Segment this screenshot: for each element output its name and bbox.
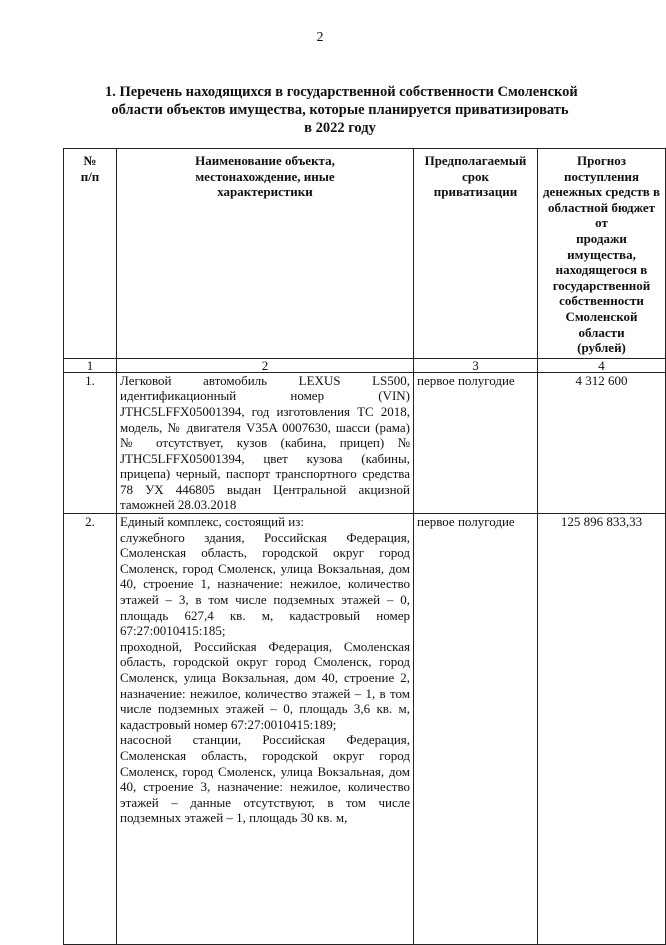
header-line: Наименование объекта, [195,153,335,168]
table-row [64,514,666,945]
header-line: Прогноз поступления [563,153,640,184]
privatization-term: первое полугодие [414,372,538,513]
header-line: Смоленской области [565,308,638,340]
header-num [64,149,117,359]
header-line: № [83,153,97,168]
column-number: 3 [414,358,538,372]
description-part: насосной станции, Российская Федерация, Смоленская область, городской округ город Смоленск, город Смоленск, улица Вокзальная, дом 40, строение 3, назначение: нежилое, количество этажей – данные отсутствуют, в том числе подземных этажей – 1, площадь 30 кв. м, [120,732,410,826]
title-line: в 2022 году [304,120,376,136]
header-term [414,149,538,359]
description-part: проходной, Российская Федерация, Смоленская область, городской округ город Смоленск, город Смоленск, улица Вокзальная, дом 40, строение 2, назначение: нежилое, количество этажей – 1, в том числе подземных этажей – 0, площадь 3,6 кв. м, кадастровый номер 67:27:0010415:189; [120,638,410,732]
table-header-row [64,149,666,359]
header-line: срок [462,168,489,184]
document-title [105,83,578,137]
page-number: 2 [316,30,324,45]
header-line: областной бюджет от [547,199,656,231]
property-table [63,148,666,945]
header-forecast [538,149,666,359]
header-line: собственности [559,293,644,309]
header-line: приватизации [433,184,518,200]
header-line: государственной [552,277,651,293]
header-line: продажи имущества, [567,230,636,262]
forecast-amount: 4 312 600 [538,372,666,513]
title-line: 1. Перечень находящихся в государственной собственности Смоленской [105,84,578,100]
column-number: 1 [64,358,117,372]
header-line: п/п [80,168,100,184]
header-line: (рублей) [577,340,626,356]
column-number: 2 [117,358,414,372]
table-row [64,372,666,513]
header-name [117,149,414,359]
privatization-term: первое полугодие [414,514,538,945]
description-part: служебного здания, Российская Федерация, Смоленская область, городской округ город Смоленск, город Смоленск, улица Вокзальная, дом 40, строение 1, назначение: нежилое, количество этажей – 3, в том числе подземных этажей – 0, площадь 627,4 кв. м, кадастровый номер 67:27:0010415:185; [120,529,410,639]
header-line: Предполагаемый [424,153,527,168]
title-line: области объектов имущества, которые планируется приватизировать [111,102,569,118]
forecast-amount: 125 896 833,33 [538,514,666,945]
row-number: 2. [64,514,117,945]
header-line: характеристики [217,184,313,200]
header-line: денежных средств в [542,184,661,200]
object-description: Легковой автомобиль LEXUS LS500, идентификационный номер (VIN) JTHC5LFFX05001394, год изготовления ТС 2018, модель, № двигателя V35A 0007630, шасси (рама) № отсутствует, кузов (кабина, прицеп) № JTHC5LFFX05001394, цвет кузова (кабины, прицепа) черный, паспорт транспортного средства 78 УХ 446805 выдан Центральной акцизной таможней 28.03.2018 [117,372,414,513]
header-line: находящегося в [555,262,648,278]
header-line: местонахождение, иные [195,168,335,184]
object-description [117,514,414,945]
column-number: 4 [538,358,666,372]
row-number: 1. [64,372,117,513]
column-number-row [64,358,666,372]
description-part: Единый комплекс, состоящий из: [120,514,305,530]
